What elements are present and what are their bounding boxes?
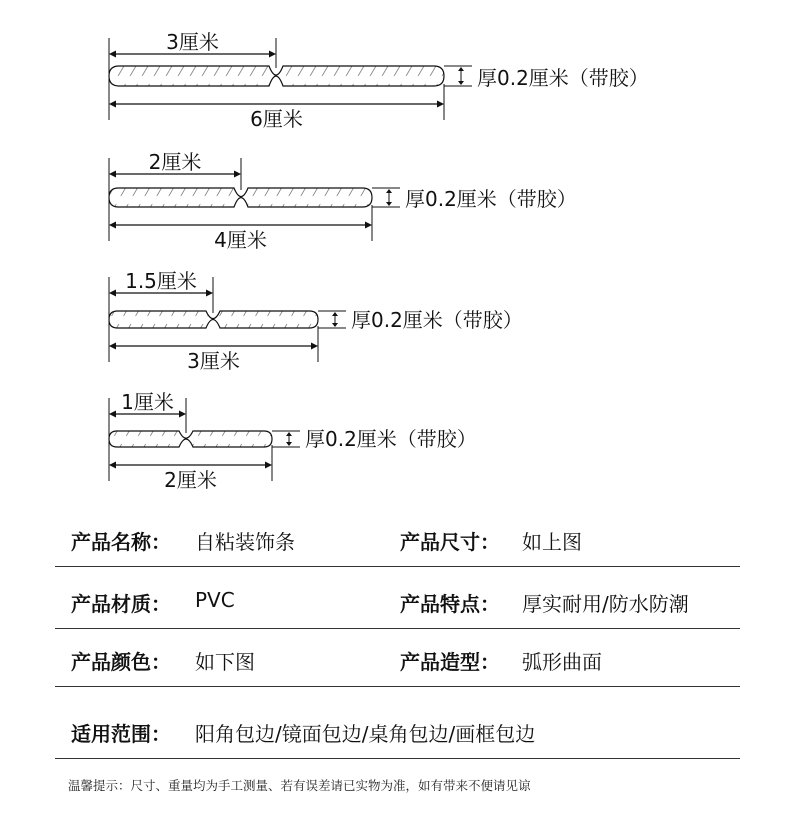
spec-feature-label: 产品特点： (400, 592, 500, 616)
total-dimension-arrow-head-left (109, 101, 116, 108)
total-dimension-arrow-head-right (437, 101, 444, 108)
total-dimension-arrow-head-right (311, 343, 318, 350)
note-text: 温馨提示：尺寸、重量均为手工测量、若有误差请已实物为准，如有带来不便请见谅 (68, 778, 531, 793)
strip-profile (109, 311, 318, 328)
part-dimension-label: 1.5厘米 (125, 269, 197, 293)
part-dimension-arrow-head-right (234, 171, 241, 178)
spec-material-value: PVC (195, 588, 235, 612)
part-dimension-arrow-head-left (109, 171, 116, 178)
spec-row-1 (55, 526, 740, 567)
part-dimension-label: 2厘米 (148, 150, 202, 174)
spec-material-label: 产品材质： (71, 592, 171, 616)
thickness-label: 厚0.2厘米（带胶） (405, 187, 577, 211)
spec-shape-label: 产品造型： (400, 650, 500, 674)
total-dimension-arrow-head-right (365, 222, 372, 229)
strip-profile (109, 66, 444, 86)
spec-scope-value: 阳角包边/镜面包边/桌角包边/画框包边 (195, 722, 536, 746)
diagram-3 (109, 269, 523, 373)
part-dimension-arrow-head-left (109, 290, 116, 297)
spec-row-4 (55, 718, 740, 759)
spec-color-value: 如下图 (195, 650, 255, 674)
spec-color-label: 产品颜色： (71, 650, 171, 674)
total-dimension-label: 3厘米 (187, 349, 240, 373)
diagram-4 (109, 390, 477, 492)
diagram-2 (109, 150, 577, 252)
spec-row-3 (55, 646, 740, 687)
part-dimension-label: 1厘米 (121, 390, 174, 414)
spec-size-label: 产品尺寸： (400, 530, 500, 554)
thickness-label: 厚0.2厘米（带胶） (351, 308, 523, 332)
diagram-1 (109, 30, 649, 131)
total-dimension-arrow-head-left (109, 222, 116, 229)
strip-profile (109, 188, 372, 207)
total-dimension-label: 6厘米 (250, 107, 303, 131)
spec-shape-value: 弧形曲面 (522, 650, 602, 674)
part-dimension-arrow-head-right (179, 411, 186, 418)
total-dimension-arrow-head-left (109, 343, 116, 350)
spec-scope-label: 适用范围： (71, 722, 171, 746)
strip-profile (109, 431, 272, 447)
total-dimension-label: 2厘米 (164, 468, 217, 492)
part-dimension-arrow-head-left (109, 51, 116, 58)
spec-name-label: 产品名称： (71, 530, 171, 554)
part-dimension-arrow-head-right (206, 290, 213, 297)
part-dimension-arrow-head-right (269, 51, 276, 58)
total-dimension-label: 4厘米 (214, 228, 267, 252)
thickness-label: 厚0.2厘米（带胶） (477, 66, 649, 90)
total-dimension-arrow-head-left (109, 462, 116, 469)
part-dimension-label: 3厘米 (166, 30, 219, 54)
thickness-label: 厚0.2厘米（带胶） (305, 427, 477, 451)
total-dimension-arrow-head-right (265, 462, 272, 469)
spec-feature-value: 厚实耐用/防水防潮 (522, 592, 689, 616)
spec-size-value: 如上图 (522, 530, 582, 554)
spec-name-value: 自粘装饰条 (195, 530, 295, 554)
part-dimension-arrow-head-left (109, 411, 116, 418)
spec-row-2 (55, 588, 740, 629)
